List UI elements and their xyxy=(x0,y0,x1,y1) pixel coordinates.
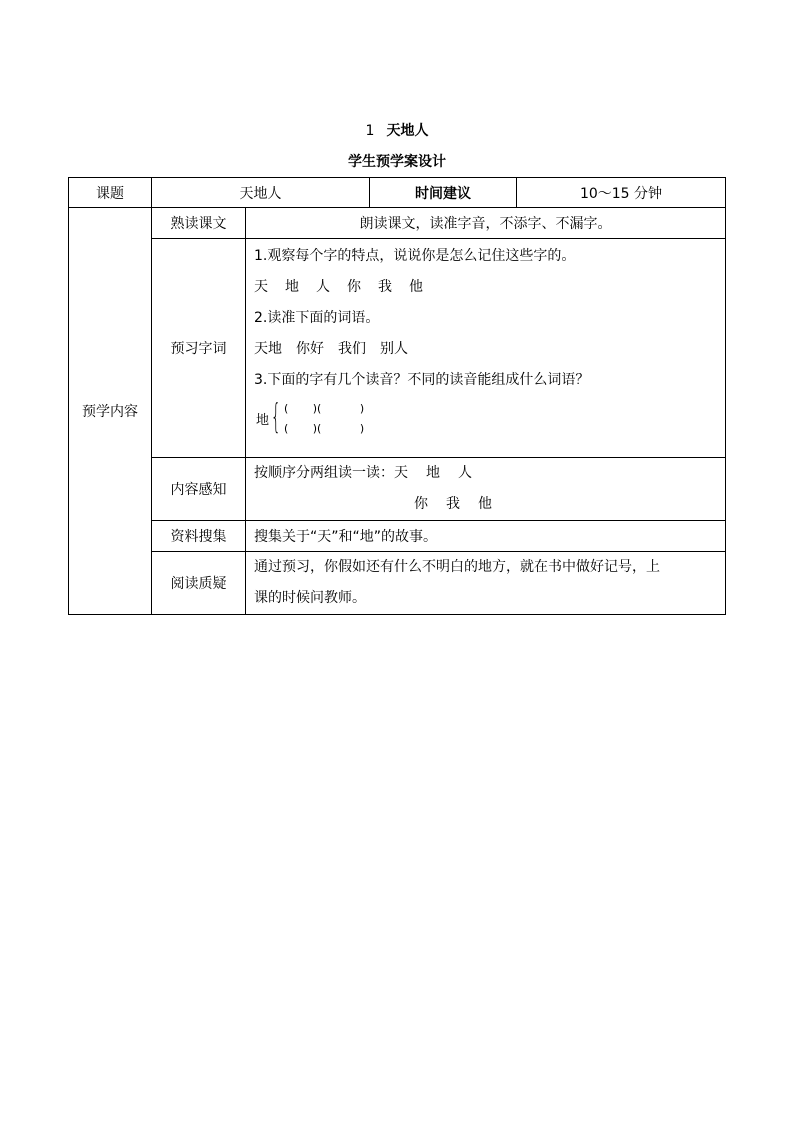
read-label: 熟读课文 xyxy=(152,208,246,239)
preview-words xyxy=(254,334,725,365)
question-text xyxy=(246,552,726,615)
group2-char: 我 xyxy=(446,496,460,512)
row-preview xyxy=(69,239,726,458)
question-line2: 课的时候问教师。 xyxy=(254,590,366,606)
lesson-number: 1 xyxy=(365,123,375,139)
material-text: 搜集关于“天”和“地”的故事。 xyxy=(246,521,726,552)
content-label: 内容感知 xyxy=(152,458,246,521)
content-line1 xyxy=(254,458,725,489)
section-label: 预学内容 xyxy=(69,208,152,615)
group1-char: 天 xyxy=(394,465,408,481)
question-line1: 通过预习，你假如还有什么不明白的地方，就在书中做好记号，上 xyxy=(254,559,660,575)
polyphone-block xyxy=(254,396,725,442)
char-item: 人 xyxy=(316,279,330,295)
question-label: 阅读质疑 xyxy=(152,552,246,615)
polyphone-char: 地 xyxy=(256,413,270,428)
char-item: 你 xyxy=(347,279,361,295)
group1-char: 地 xyxy=(426,465,440,481)
word-item: 你好 xyxy=(296,341,324,357)
preview-q2: 2.读准下面的词语。 xyxy=(254,310,380,326)
page-title xyxy=(0,120,794,140)
word-item: 我们 xyxy=(338,341,366,357)
group1-char: 人 xyxy=(458,465,472,481)
row-question xyxy=(69,552,726,615)
lesson-title: 天地人 xyxy=(386,123,429,139)
preview-content xyxy=(246,239,726,458)
preview-plan-table xyxy=(68,177,726,615)
page-subtitle: 学生预学案设计 xyxy=(348,154,446,170)
material-label: 资料搜集 xyxy=(152,521,246,552)
content-text xyxy=(246,458,726,521)
paren-blank: ( )( ) xyxy=(284,402,365,415)
brace-icon: { xyxy=(271,397,281,437)
row-read xyxy=(69,208,726,239)
char-item: 我 xyxy=(378,279,392,295)
preview-q1: 1.观察每个字的特点，说说你是怎么记住这些字的。 xyxy=(254,248,576,264)
group2-char: 你 xyxy=(414,496,428,512)
content-lead: 按顺序分两组读一读： xyxy=(254,465,394,481)
time-label: 时间建议 xyxy=(370,178,517,208)
row-content xyxy=(69,458,726,521)
row-material xyxy=(69,521,726,552)
group2-char: 他 xyxy=(478,496,492,512)
preview-q3: 3.下面的字有几个读音？不同的读音能组成什么词语？ xyxy=(254,372,590,388)
topic-value: 天地人 xyxy=(152,178,370,208)
preview-chars xyxy=(254,272,725,303)
char-item: 天 xyxy=(254,279,268,295)
paren-blank: ( )( ) xyxy=(284,422,365,435)
time-value: 10～15 分钟 xyxy=(517,178,726,208)
content-line2 xyxy=(254,489,725,520)
preview-label: 预习字词 xyxy=(152,239,246,458)
topic-label: 课题 xyxy=(69,178,152,208)
read-text: 朗读课文，读准字音，不添字、不漏字。 xyxy=(246,208,726,239)
word-item: 天地 xyxy=(254,341,282,357)
header-row xyxy=(69,178,726,208)
char-item: 他 xyxy=(409,279,423,295)
char-item: 地 xyxy=(285,279,299,295)
word-item: 别人 xyxy=(380,341,408,357)
